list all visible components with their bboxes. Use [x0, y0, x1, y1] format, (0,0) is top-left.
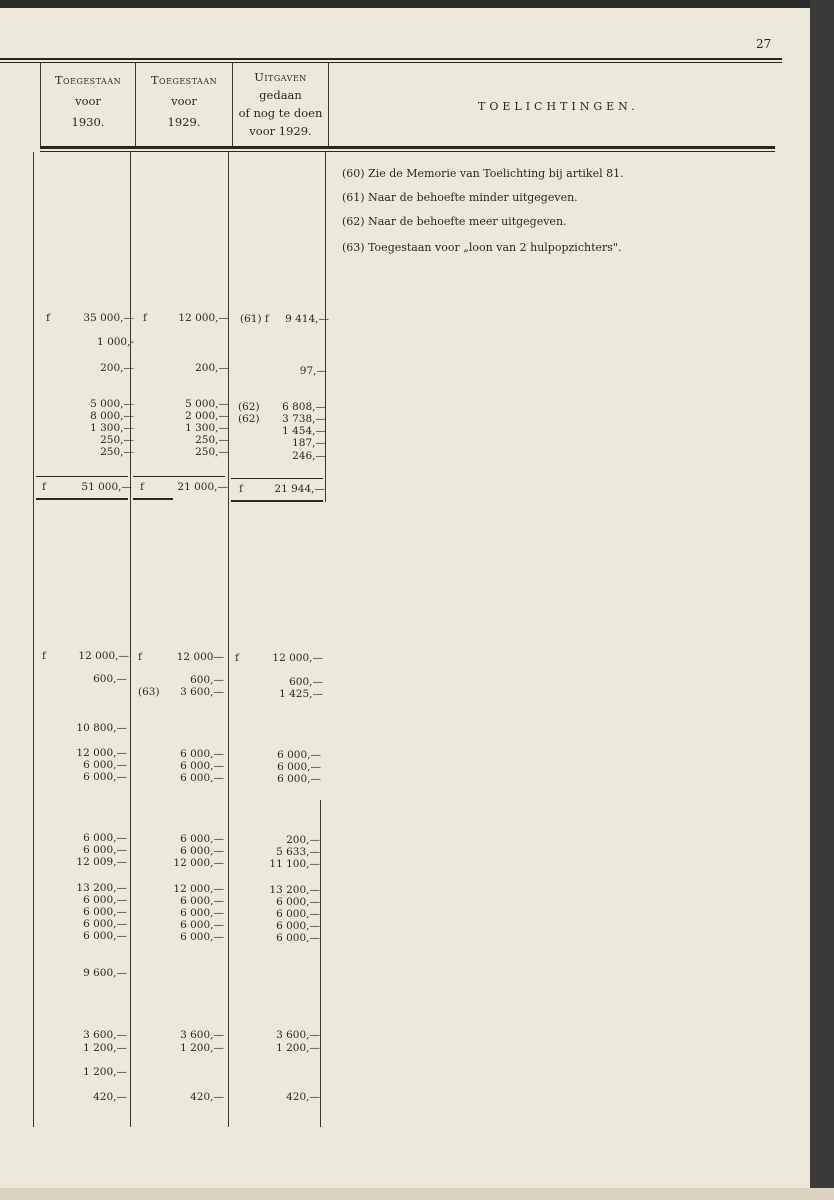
s1-col2-value: 1 300,—: [185, 422, 229, 434]
s2-col1-value: 12 000,—: [78, 650, 129, 662]
s2-col3-value: 6 000,—: [276, 920, 320, 932]
s2-col3-value: 11 100,—: [269, 858, 320, 870]
s2-col2-value: 6 000,—: [180, 895, 224, 907]
s2-col1-value: 6 000,—: [83, 894, 127, 906]
s1-col3-value: 3 738,—: [282, 413, 326, 425]
s1-col1-value: 250,—: [100, 446, 134, 458]
s2-col2-value: 1 200,—: [180, 1042, 224, 1054]
currency-mark: f: [235, 652, 239, 664]
header-bottom-rule-thin: [40, 151, 775, 152]
document-page: [0, 8, 810, 1188]
s2-col3-value: 13 200,—: [269, 884, 320, 896]
header-col2: [136, 70, 232, 133]
s2-col2-value: 6 000,—: [180, 748, 224, 760]
s2-col1-value: 10 800,—: [76, 722, 127, 734]
subtotal-rule: [36, 476, 128, 477]
currency-mark: f: [42, 650, 46, 662]
s2-col3-value: 5 633,—: [276, 846, 320, 858]
header-col3: [233, 68, 328, 140]
s1-col3-value: 1 454,—: [282, 425, 326, 437]
s2-col1-value: 6 000,—: [83, 844, 127, 856]
s2-col2-value: 6 000,—: [180, 772, 224, 784]
note-61: (61) Naar de behoefte minder uitgegeven.: [342, 191, 578, 204]
header-col1-line2: voor: [75, 94, 101, 108]
note-60: (60) Zie de Memorie van Toelichting bij artikel 81.: [342, 167, 624, 180]
page-number: 27: [756, 37, 772, 51]
subtotal-rule: [231, 478, 323, 479]
column-rule: [320, 800, 321, 1127]
s1-col1-value: 1 000,-: [97, 336, 134, 348]
s1-col1-value: 200,—: [100, 362, 134, 374]
currency-mark: f: [42, 481, 46, 493]
s1-col3-value: 187,—: [292, 437, 326, 449]
s2-col1-value: 12 009,—: [76, 856, 127, 868]
header-col2-line3: 1929.: [167, 115, 201, 129]
header-col1: [41, 70, 135, 133]
s2-col1-value: 6 000,—: [83, 759, 127, 771]
s1-col3-mark: (61) f: [240, 313, 269, 325]
s2-col1-value: 420,—: [93, 1091, 127, 1103]
s2-col3-value: 6 000,—: [277, 761, 321, 773]
s2-col1-value: 6 000,—: [83, 906, 127, 918]
s2-col2-value: 3 600,—: [180, 686, 224, 698]
s2-col3-value: 6 000,—: [277, 749, 321, 761]
s2-col1-value: 6 000,—: [83, 918, 127, 930]
s1-col2-value: 12 000,—: [178, 312, 229, 324]
note-62: (62) Naar de behoefte meer uitgegeven.: [342, 215, 567, 228]
s1-col1-value: 1 300,—: [90, 422, 134, 434]
s2-col1-value: 3 600,—: [83, 1029, 127, 1041]
s2-col2-value: 6 000,—: [180, 833, 224, 845]
s2-col2-value: 6 000,—: [180, 931, 224, 943]
total-col1: 51 000,—: [81, 481, 132, 493]
header-col2-line2: voor: [171, 94, 197, 108]
header-col3-line3: of nog te doen: [238, 106, 323, 120]
column-rule: [33, 152, 34, 1127]
s1-col3-value: 246,—: [292, 450, 326, 462]
s2-col2-value: 12 000,—: [173, 883, 224, 895]
s2-col3-value: 6 000,—: [276, 896, 320, 908]
header-bottom-rule: [40, 146, 775, 149]
s2-col2-value: 3 600,—: [180, 1029, 224, 1041]
s2-col2-value: 600,—: [190, 674, 224, 686]
total-col3: 21 944,—: [274, 483, 325, 495]
header-col2-title: Toegestaan: [150, 73, 218, 87]
s2-col2-value: 6 000,—: [180, 907, 224, 919]
s1-col3-mark: (62): [238, 413, 260, 425]
total-rule: [231, 500, 323, 502]
s2-col1-value: 1 200,—: [83, 1042, 127, 1054]
s1-col3-value: 6 808,—: [282, 401, 326, 413]
s2-col3-value: 1 425,—: [279, 688, 323, 700]
currency-mark: f: [143, 312, 147, 324]
s2-col3-value: 6 000,—: [277, 773, 321, 785]
s1-col1-value: 35 000,—: [83, 312, 134, 324]
s1-col3-value: 9 414,—: [285, 313, 329, 325]
page-edge: [810, 0, 834, 1200]
currency-mark: f: [239, 483, 243, 495]
s1-col2-value: 250,—: [195, 434, 229, 446]
s1-col2-value: 2 000,—: [185, 410, 229, 422]
currency-mark: f: [138, 651, 142, 663]
s2-col3-value: 6 000,—: [276, 932, 320, 944]
s2-col1-value: 9 600,—: [83, 967, 127, 979]
s2-col2-value: 6 000,—: [180, 845, 224, 857]
top-rule: [0, 58, 782, 60]
top-rule-thin: [0, 62, 782, 63]
s1-col1-value: 5 000,—: [90, 398, 134, 410]
s2-col2-value: 6 000,—: [180, 760, 224, 772]
s2-col3-value: 420,—: [286, 1091, 320, 1103]
total-rule: [133, 498, 173, 500]
s2-col1-value: 1 200,—: [83, 1066, 127, 1078]
s2-col3-value: 6 000,—: [276, 908, 320, 920]
currency-mark: f: [46, 312, 50, 324]
header-col3-line2: gedaan: [259, 88, 302, 102]
s1-col2-value: 250,—: [195, 446, 229, 458]
column-rule: [328, 62, 329, 147]
s1-col1-value: 8 000,—: [90, 410, 134, 422]
s2-col1-value: 6 000,—: [83, 771, 127, 783]
column-rule: [228, 152, 229, 1127]
s2-col3-value: 200,—: [286, 834, 320, 846]
header-col4: TOELICHTINGEN.: [478, 100, 639, 113]
s2-col2-value: 6 000,—: [180, 919, 224, 931]
s2-col3-value: 12 000,—: [272, 652, 323, 664]
s2-col2-value: 12 000—: [176, 651, 224, 663]
page-bottom-edge: [0, 1188, 834, 1200]
s2-col3-value: 3 600,—: [276, 1029, 320, 1041]
s2-col1-value: 12 000,—: [76, 747, 127, 759]
s2-col2-value: 420,—: [190, 1091, 224, 1103]
s2-col2-mark: (63): [138, 686, 160, 698]
subtotal-rule: [133, 476, 225, 477]
s1-col2-value: 5 000,—: [185, 398, 229, 410]
column-rule: [130, 152, 131, 1127]
s2-col1-value: 13 200,—: [76, 882, 127, 894]
currency-mark: f: [140, 481, 144, 493]
s2-col2-value: 12 000,—: [173, 857, 224, 869]
header-col3-title: Uitgaven: [254, 70, 307, 84]
header-col1-line3: 1930.: [71, 115, 105, 129]
total-rule: [36, 498, 128, 500]
s2-col1-value: 6 000,—: [83, 832, 127, 844]
header-col3-line4: voor 1929.: [249, 124, 312, 138]
s2-col1-value: 6 000,—: [83, 930, 127, 942]
s1-col2-value: 200,—: [195, 362, 229, 374]
total-col2: 21 000,—: [177, 481, 228, 493]
s1-col1-value: 250,—: [100, 434, 134, 446]
s2-col3-value: 600,—: [289, 676, 323, 688]
s2-col3-value: 1 200,—: [276, 1042, 320, 1054]
header-col1-title: Toegestaan: [54, 73, 122, 87]
s2-col1-value: 600,—: [93, 673, 127, 685]
s1-col3-mark: (62): [238, 401, 260, 413]
note-63: (63) Toegestaan voor „loon van 2 hulpopzichters".: [342, 241, 622, 254]
s1-col3-value: 97,—: [299, 365, 327, 377]
